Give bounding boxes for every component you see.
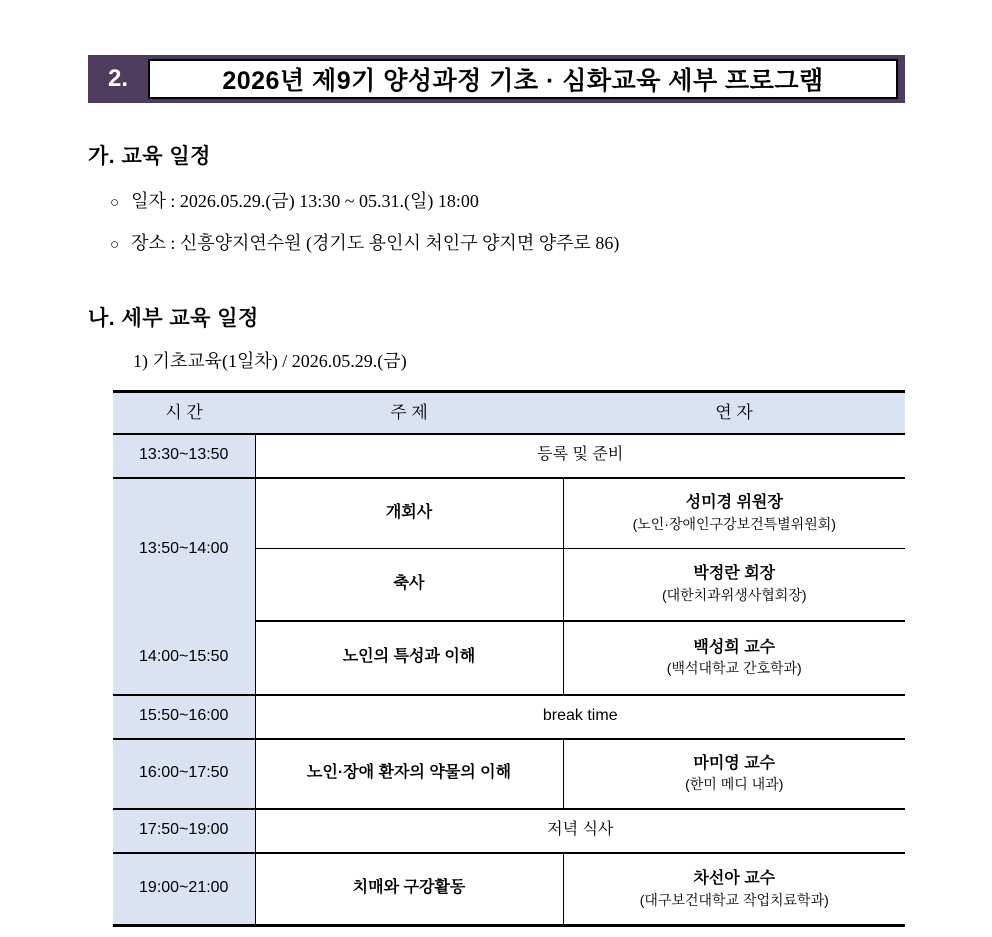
- speaker-cell: [563, 621, 905, 695]
- speaker-name: 성미경 위원장: [685, 494, 783, 512]
- speaker-cell: [563, 478, 905, 549]
- table-row: [113, 621, 905, 695]
- subject-cell: 치매와 구강활동: [255, 853, 563, 926]
- speaker-cell: [563, 549, 905, 621]
- col-header-time: 시 간: [113, 392, 255, 434]
- heading-education-schedule: 가. 교육 일정: [88, 145, 211, 168]
- circle-bullet-icon: ○: [110, 194, 120, 211]
- speaker-affiliation: (대한치과위생사협회장): [661, 587, 807, 604]
- time-cell: 13:50~14:00: [113, 478, 255, 621]
- date-text: 일자 : 2026.05.29.(금) 13:30 ~ 05.31.(일) 18:00: [131, 191, 479, 211]
- table-row: [113, 853, 905, 926]
- speaker-cell: [563, 739, 905, 809]
- bullet-item-date: [110, 187, 479, 213]
- circle-bullet-icon: ○: [110, 236, 120, 253]
- section-number: 2.: [107, 65, 128, 92]
- table-row: [113, 478, 905, 549]
- speaker-name: 백성희 교수: [693, 638, 776, 656]
- time-cell: 14:00~15:50: [113, 621, 255, 695]
- span-cell: 저녁 식사: [255, 809, 905, 853]
- time-cell: 13:30~13:50: [113, 434, 255, 478]
- section-banner: [88, 55, 905, 103]
- speaker-cell: [563, 853, 905, 926]
- subject-cell: 노인·장애 환자의 약물의 이해: [255, 739, 563, 809]
- heading-detailed-schedule: 나. 세부 교육 일정: [88, 307, 259, 330]
- speaker-affiliation: (한미 메디 내과): [685, 776, 784, 793]
- subheading-day1: 1) 기초교육(1일차) / 2026.05.29.(금): [133, 351, 407, 371]
- table-header-row: [113, 392, 905, 434]
- subject-cell: 노인의 특성과 이해: [255, 621, 563, 695]
- place-text: 장소 : 신흥양지연수원 (경기도 용인시 처인구 양지면 양주로 86): [131, 233, 620, 253]
- section-title: 2026년 제9기 양성과정 기초 · 심화교육 세부 프로그램: [148, 59, 898, 99]
- speaker-name: 박정란 회장: [693, 565, 776, 583]
- col-header-speaker: 연 자: [563, 392, 905, 434]
- subject-cell: 축사: [255, 549, 563, 621]
- bullet-item-place: [110, 229, 619, 255]
- speaker-affiliation: (대구보건대학교 작업치료학과): [639, 891, 829, 908]
- table-row: [113, 809, 905, 853]
- time-cell: 19:00~21:00: [113, 853, 255, 926]
- span-cell: break time: [255, 695, 905, 739]
- table-row: [113, 695, 905, 739]
- schedule-table: [113, 390, 905, 927]
- speaker-name: 마미영 교수: [693, 754, 776, 772]
- span-cell: 등록 및 준비: [255, 434, 905, 478]
- speaker-affiliation: (노인·장애인구강보건특별위원회): [632, 516, 836, 533]
- subject-cell: 개회사: [255, 478, 563, 549]
- table-row: [113, 434, 905, 478]
- time-cell: 17:50~19:00: [113, 809, 255, 853]
- table-row: [113, 739, 905, 809]
- schedule-table-wrap: [113, 390, 905, 927]
- time-cell: 15:50~16:00: [113, 695, 255, 739]
- col-header-subject: 주 제: [255, 392, 563, 434]
- time-cell: 16:00~17:50: [113, 739, 255, 809]
- speaker-name: 차선아 교수: [693, 869, 776, 887]
- speaker-affiliation: (백석대학교 간호학과): [666, 660, 802, 677]
